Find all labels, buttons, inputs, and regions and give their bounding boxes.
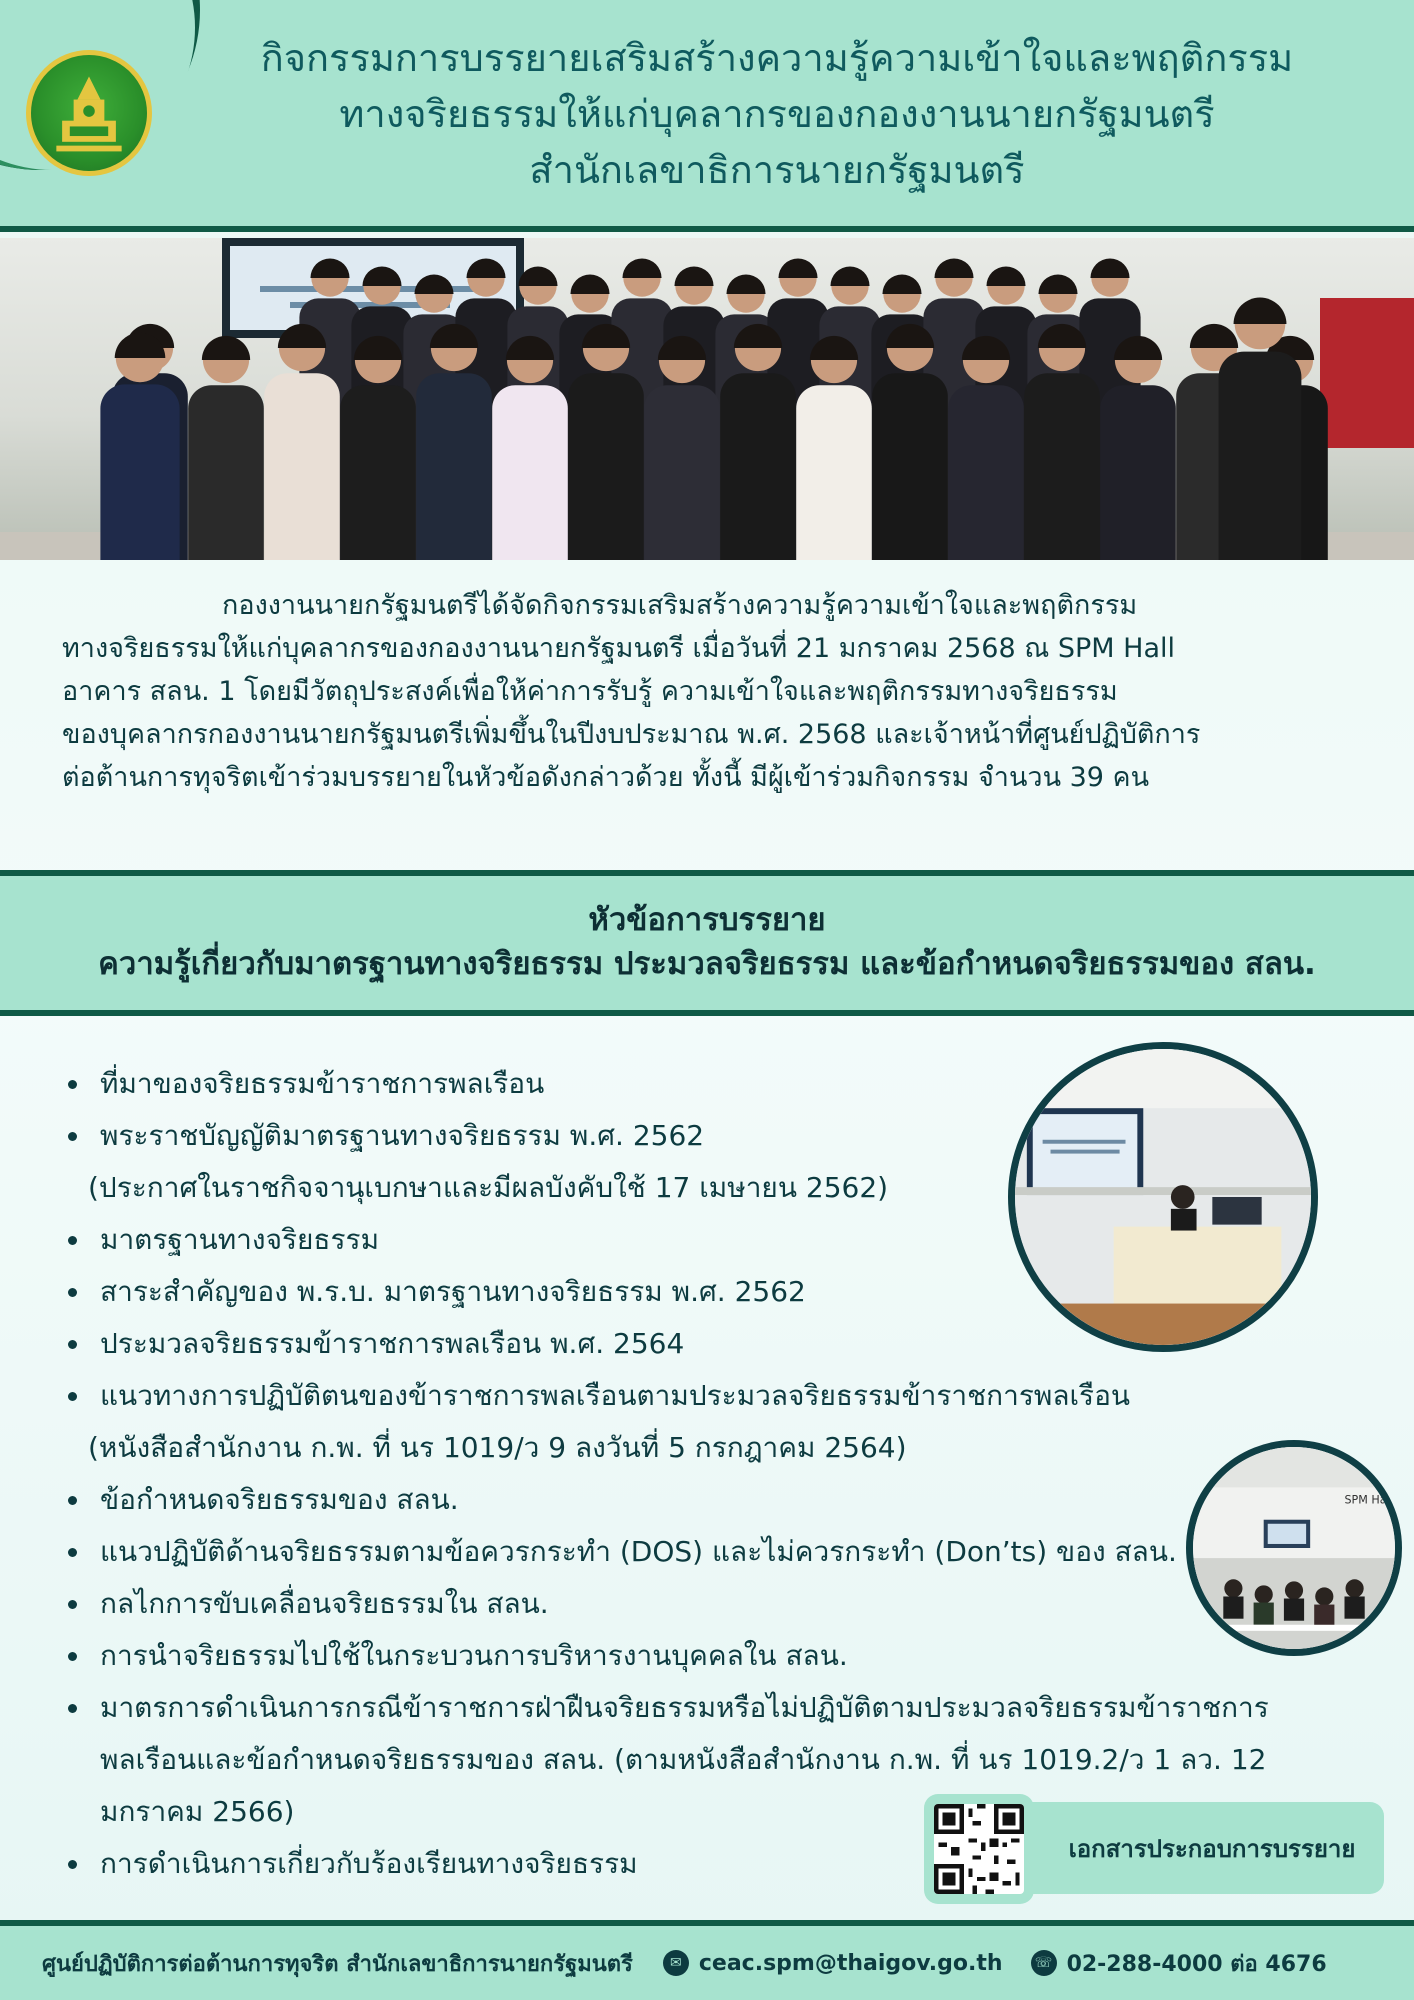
- footer: [0, 1920, 1414, 2000]
- government-seal-icon: [26, 50, 152, 176]
- intro-line: อาคาร สลน. 1 โดยมีวัตถุประสงค์เพื่อให้ค่าการรับรู้ ความเข้าใจและพฤติกรรมทางจริยธรรม: [62, 676, 1118, 707]
- footer-organization: ศูนย์ปฏิบัติการต่อต้านการทุจริต สำนักเลขาธิการนายกรัฐมนตรี: [42, 1951, 633, 1977]
- person-body: [872, 373, 948, 560]
- list-item: สาระสำคัญของ พ.ร.บ. มาตรฐานทางจริยธรรม พ.ศ. 2562: [62, 1266, 1302, 1318]
- hall-sign-text: SPM Hall: [1344, 1493, 1393, 1507]
- person-hair: [414, 274, 453, 294]
- page-title: [160, 30, 1394, 198]
- person-body: [948, 385, 1024, 560]
- group-photo: [0, 238, 1414, 560]
- person-hair: [830, 266, 869, 286]
- list-item: ประมวลจริยธรรมข้าราชการพลเรือน พ.ศ. 2564: [62, 1318, 1302, 1370]
- person-body: [1024, 373, 1100, 560]
- person-body: [568, 373, 644, 560]
- email-address[interactable]: ceac.spm@thaigov.go.th: [698, 1950, 1003, 1976]
- topic-banner: [0, 870, 1414, 1016]
- person-hair: [674, 266, 713, 286]
- intro-paragraph: [62, 584, 1362, 799]
- list-item: กลไกการขับเคลื่อนจริยธรรมใน สลน.: [62, 1578, 1302, 1630]
- person-body: [416, 373, 492, 560]
- qr-code-icon[interactable]: [924, 1794, 1034, 1904]
- lecture-photo-speaker: [1008, 1042, 1318, 1352]
- list-item: พระราชบัญญัติมาตรฐานทางจริยธรรม พ.ศ. 2562: [62, 1110, 1302, 1162]
- person-hair: [1234, 298, 1287, 324]
- person-hair: [518, 266, 557, 286]
- person-hair: [362, 266, 401, 286]
- intro-line: ทางจริยธรรมให้แก่บุคลากรของกองงานนายกรัฐมนตรี เมื่อวันที่ 21 มกราคม 2568 ณ SPM Hall: [62, 633, 1176, 664]
- intro-line: ของบุคลากรกองงานนายกรัฐมนตรีเพิ่มขึ้นในปีงบประมาณ พ.ศ. 2568 และเจ้าหน้าที่ศูนย์ปฏิบัติการ: [62, 719, 1201, 750]
- person-body: [796, 385, 872, 560]
- list-item: การนำจริยธรรมไปใช้ในกระบวนการบริหารงานบุคคลใน สลน.: [62, 1630, 1302, 1682]
- person-hair: [986, 266, 1025, 286]
- list-item: การดำเนินการเกี่ยวกับร้องเรียนทางจริยธรรม: [62, 1838, 1302, 1890]
- person-hair: [778, 258, 817, 278]
- footer-phone: [1031, 1946, 1327, 1981]
- list-item: ข้อกำหนดจริยธรรมของ สลน.: [62, 1474, 1302, 1526]
- group-photo-people: [0, 238, 1414, 560]
- person-body: [340, 385, 416, 560]
- person-hair: [726, 274, 765, 294]
- phone-icon: ☏: [1031, 1950, 1057, 1976]
- topic-heading: หัวข้อการบรรยาย: [588, 902, 826, 938]
- intro-line: กองงานนายกรัฐมนตรีได้จัดกิจกรรมเสริมสร้างความรู้ความเข้าใจและพฤติกรรม: [222, 590, 1138, 621]
- intro-line: ต่อต้านการทุจริตเข้าร่วมบรรยายในหัวข้อดังกล่าวด้วย ทั้งนี้ มีผู้เข้าร่วมกิจกรรม จำนวน 39 คน: [62, 762, 1150, 793]
- person-body: [644, 385, 720, 560]
- lecture-documents-label[interactable]: เอกสารประกอบการบรรยาย: [1068, 1834, 1356, 1863]
- list-item: แนวปฏิบัติด้านจริยธรรมตามข้อควรกระทำ (DOS) และไม่ควรกระทำ (Don’ts) ของ สลน.: [62, 1526, 1302, 1578]
- list-item: ที่มาของจริยธรรมข้าราชการพลเรือน: [62, 1058, 1302, 1110]
- person-hair: [1038, 274, 1077, 294]
- person-body: [100, 384, 179, 560]
- list-item: แนวทางการปฏิบัติตนของข้าราชการพลเรือนตามประมวลจริยธรรมข้าราชการพลเรือน: [62, 1370, 1302, 1422]
- person-body: [720, 373, 796, 560]
- header-banner: [0, 0, 1414, 232]
- person-hair: [310, 258, 349, 278]
- person-body: [188, 385, 264, 560]
- person-hair: [934, 258, 973, 278]
- person-body: [1100, 385, 1176, 560]
- phone-number: 02-288-4000 ต่อ 4676: [1066, 1951, 1327, 1977]
- list-item-note: (หนังสือสำนักงาน ก.พ. ที่ นร 1019/ว 9 ลงวันที่ 5 กรกฎาคม 2564): [88, 1431, 907, 1464]
- topic-subheading: ความรู้เกี่ยวกับมาตรฐานทางจริยธรรม ประมวลจริยธรรม และข้อกำหนดจริยธรรมของ สลน.: [98, 946, 1316, 982]
- footer-email[interactable]: [663, 1950, 1003, 1976]
- person-hair: [1190, 324, 1238, 348]
- list-item: มาตรฐานทางจริยธรรม: [62, 1214, 1302, 1266]
- person-hair: [202, 336, 250, 360]
- person-hair: [466, 258, 505, 278]
- person-hair: [882, 274, 921, 294]
- person-hair: [622, 258, 661, 278]
- person-body: [492, 385, 568, 560]
- person-hair: [570, 274, 609, 294]
- person-body: [264, 373, 340, 560]
- title-line: ทางจริยธรรมให้แก่บุคลากรของกองงานนายกรัฐมนตรี: [339, 92, 1215, 136]
- email-icon: ✉: [663, 1950, 689, 1976]
- title-line: กิจกรรมการบรรยายเสริมสร้างความรู้ความเข้าใจและพฤติกรรม: [260, 36, 1294, 80]
- title-line: สำนักเลขาธิการนายกรัฐมนตรี: [529, 148, 1025, 192]
- person-hair: [1090, 258, 1129, 278]
- list-item: มาตรการดำเนินการกรณีข้าราชการฝ่าฝืนจริยธรรมหรือไม่ปฏิบัติตามประมวลจริยธรรมข้าราชการพลเรือนและข้อกำหนดจริยธรรมของ สลน. (ตามหนังสือสำนักงาน ก.พ. ที่ นร 1019.2/ว 1 ลว. 12 มกราคม 2566): [62, 1682, 1282, 1838]
- person-body: [1219, 352, 1302, 560]
- lecture-photo-audience: [1186, 1440, 1402, 1656]
- list-item-note: (ประกาศในราชกิจจานุเบกษาและมีผลบังคับใช้ 17 เมษายน 2562): [88, 1171, 889, 1204]
